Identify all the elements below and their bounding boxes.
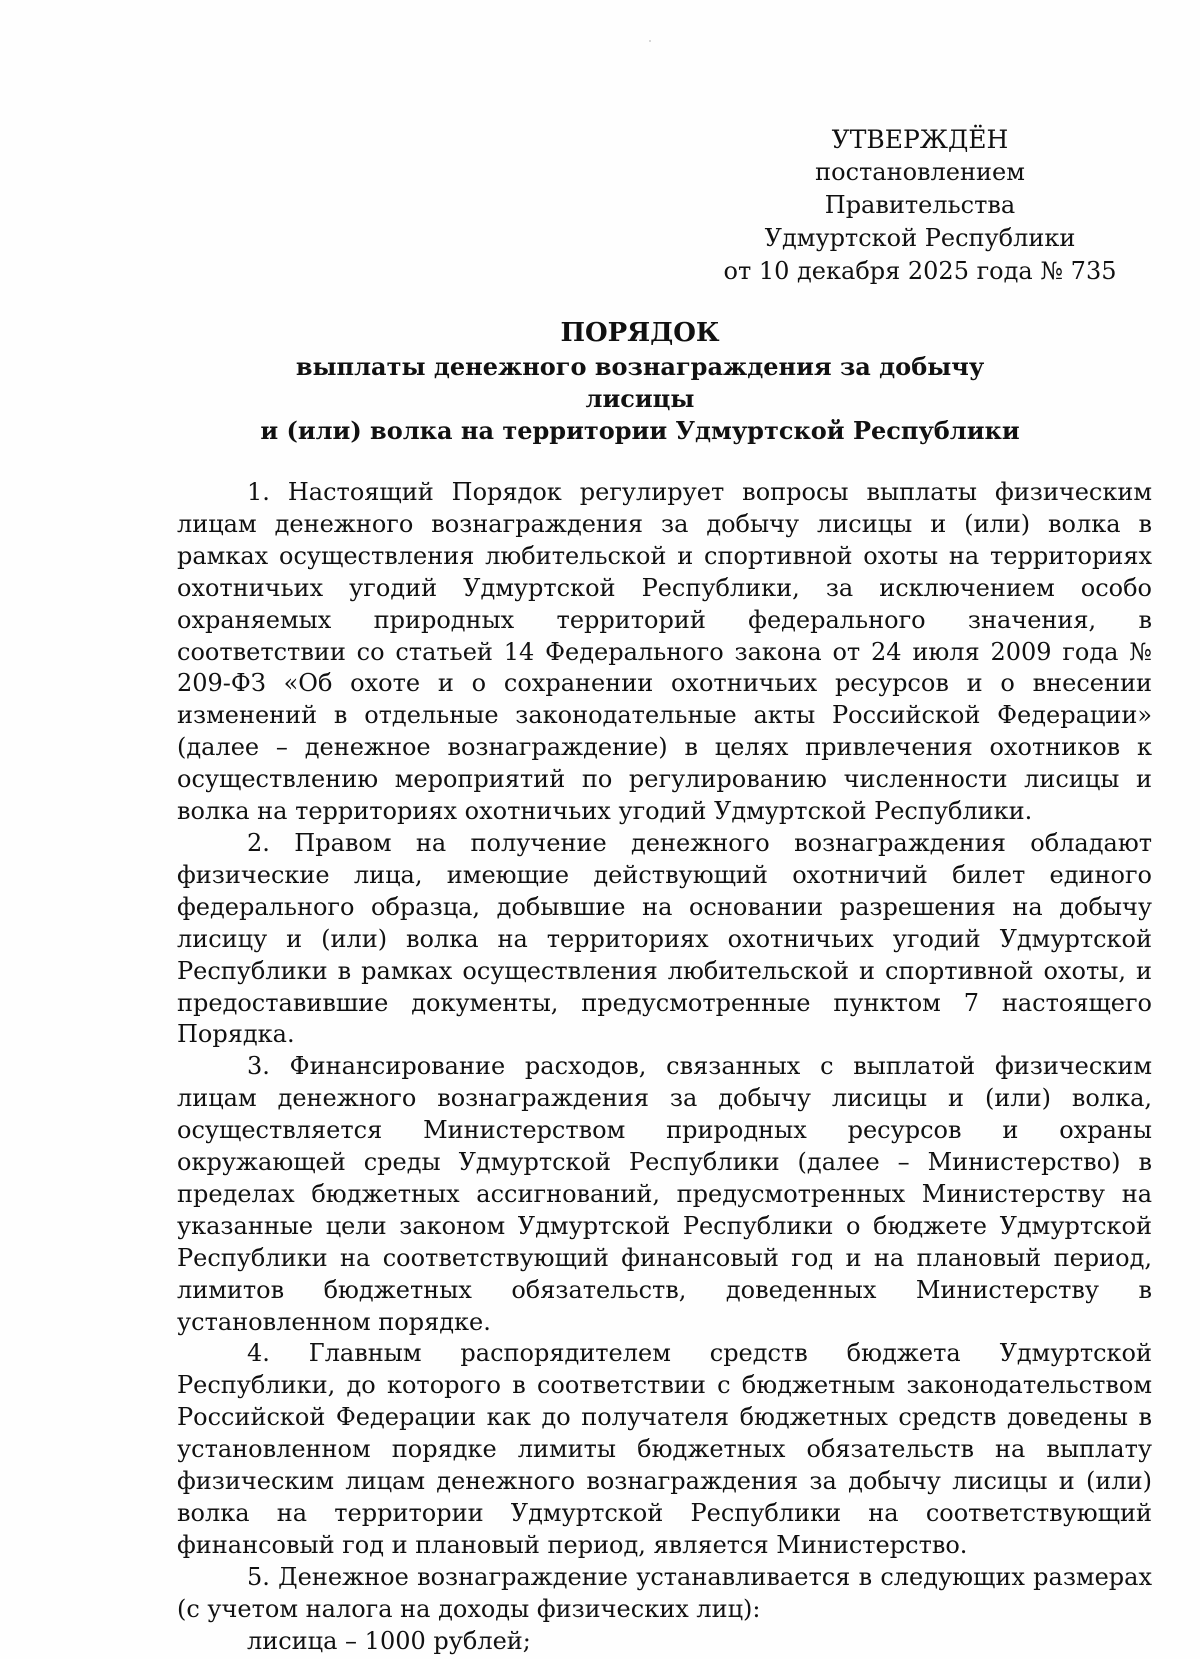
approval-line: Удмуртской Республики — [764, 224, 1076, 252]
approval-block — [720, 123, 1120, 288]
approval-line: постановлением Правительства — [815, 158, 1025, 219]
reward-list-item: лисица – 1000 рублей; — [247, 1626, 531, 1655]
document-subtitle-line: выплаты денежного вознаграждения за добычу лисицы — [295, 352, 985, 413]
paragraph-4: 4. Главным распорядителем средств бюджета Удмуртской Республики, до которого в соответствии с бюджетным законодательством Российской Федерации как до получателя бюджетных средств доведены в установленном порядке лимиты бюджетных обязательств на выплату физическим лицам денежного вознаграждения за добычу лисицы и (или) волка на территории Удмуртской Республики на соответствующий финансовый год и плановый период, является Министерство. — [177, 1339, 1152, 1559]
approval-line: от 10 декабря 2025 года № 735 — [723, 257, 1117, 285]
paragraph-1: 1. Настоящий Порядок регулирует вопросы выплаты физическим лицам денежного вознаграждения за добычу лисицы и (или) волка в рамках осуществления любительской и спортивной охоты на территориях охотничьих угодий Удмуртской Республики, за исключением особо охраняемых природных территорий федерального значения, в соответствии со статьей 14 Федерального закона от 24 июля 2009 года № 209-ФЗ «Об охоте и о сохранении охотничьих ресурсов и о внесении изменений в отдельные законодательные акты Российской Федерации» (далее – денежное вознаграждение) в целях привлечения охотников к осуществлению мероприятий по регулированию численности лисицы и волка на территориях охотничьих угодий Удмуртской Республики. — [177, 478, 1152, 826]
paragraph-3: 3. Финансирование расходов, связанных с выплатой физическим лицам денежного вознаграждения за добычу лисицы и (или) волка, осуществляется Министерством природных ресурсов и охраны окружающей среды Удмуртской Республики (далее – Министерство) в пределах бюджетных ассигнований, предусмотренных Министерству на указанные цели законом Удмуртской Республики о бюджете Удмуртской Республики на соответствующий финансовый год и на плановый период, лимитов бюджетных обязательств, доведенных Министерству в установленном порядке. — [177, 1052, 1152, 1336]
document-title-block — [240, 317, 1040, 447]
approval-heading: УТВЕРЖДЁН — [831, 125, 1009, 154]
document-subtitle-line: и (или) волка на территории Удмуртской Республики — [260, 416, 1020, 445]
paragraph-5: 5. Денежное вознаграждение устанавливается в следующих размерах (с учетом налога на доходы физических лиц): — [177, 1562, 1152, 1623]
paragraph-2: 2. Правом на получение денежного вознаграждения обладают физические лица, имеющие действующий охотничий билет единого федерального образца, добывшие на основании разрешения на добычу лисицу и (или) волка на территориях охотничьих угодий Удмуртской Республики в рамках осуществления любительской и спортивной охоты, и предоставившие документы, предусмотренные пунктом 7 настоящего Порядка. — [177, 828, 1152, 1049]
document-body — [177, 477, 1152, 1658]
document-title: ПОРЯДОК — [560, 318, 720, 348]
scan-artifact — [649, 40, 651, 42]
